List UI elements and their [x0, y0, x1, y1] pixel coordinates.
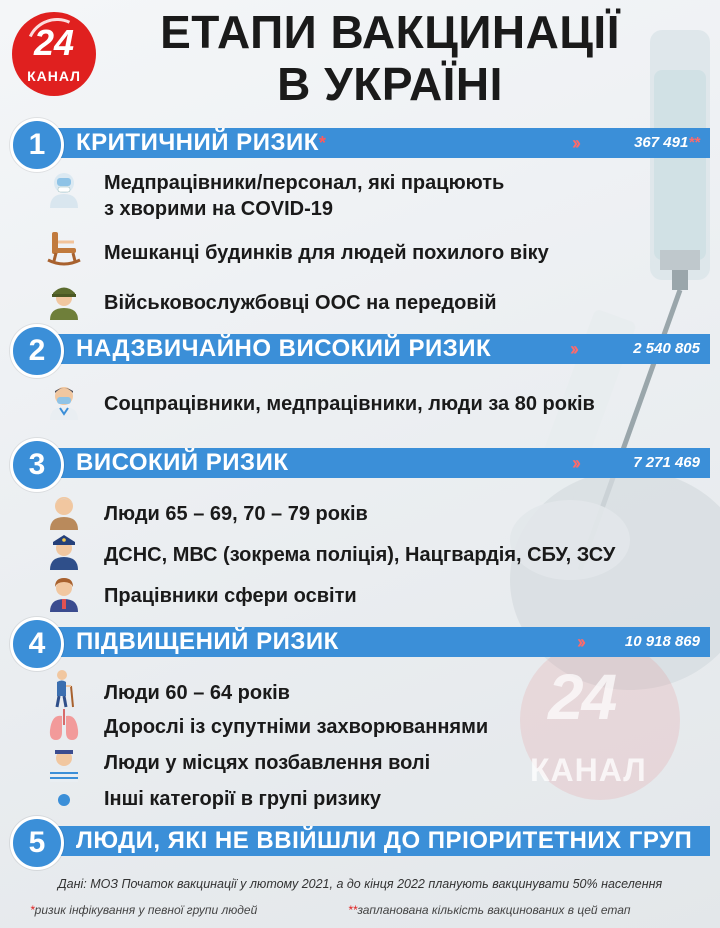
soldier-icon	[44, 280, 84, 320]
stage-5-title: ЛЮДИ, ЯКІ НЕ ВВІЙШЛИ ДО ПРІОРИТЕТНИХ ГРУП	[76, 827, 693, 854]
elderly-person-icon	[44, 490, 84, 530]
page-title	[110, 6, 670, 110]
stage-4-count: 10 918 869	[624, 633, 700, 650]
stage-2-header	[22, 334, 710, 364]
stage-2-number-badge: 2	[10, 324, 64, 378]
stage-1-title-mark: *	[318, 133, 327, 153]
stage-1-count-mark: **	[688, 134, 700, 151]
logo-brand: КАНАЛ	[27, 68, 81, 84]
title-line-1: ЕТАПИ ВАКЦИНАЦІЇ	[160, 6, 620, 58]
stage-4-number-badge: 4	[10, 617, 64, 671]
stage-1-item-1-line-1: Медпрацівники/персонал, які працюють	[104, 172, 505, 194]
teacher-icon	[44, 572, 84, 612]
stage-3-item-3: Працівники сфери освіти	[104, 585, 357, 607]
stage-4-header	[22, 627, 710, 657]
stage-3-count: 7 271 469	[633, 454, 700, 471]
stage-3-number-badge: 3	[10, 438, 64, 492]
police-officer-icon	[44, 530, 84, 570]
stage-3-title: ВИСОКИЙ РИЗИК	[76, 449, 289, 476]
prisoner-icon	[44, 742, 84, 782]
watermark-number: 24	[548, 661, 616, 733]
stage-1-header	[22, 128, 710, 158]
chevron-icon: ››	[572, 453, 578, 473]
footer-source: Дані: МОЗ Початок вакцинації у лютому 2021, а до кінця 2022 планують вакцинувати 50% населення	[57, 877, 663, 891]
footer-note-2: **запланована кількість вакцинованих в цей етап	[348, 903, 631, 917]
stage-3-header	[22, 448, 710, 478]
stage-5-header	[22, 826, 710, 856]
stage-2-item-1: Соцпрацівники, медпрацівники, люди за 80 років	[104, 393, 595, 415]
stage-3-item-2: ДСНС, МВС (зокрема поліція), Нацгвардія, СБУ, ЗСУ	[104, 544, 616, 566]
stage-1-item-3: Військовослужбовці ООС на передовій	[104, 292, 497, 314]
stage-1-item-2: Мешканці будинків для людей похилого віку	[104, 242, 549, 264]
watermark-brand: КАНАЛ	[530, 752, 647, 788]
rocking-chair-icon	[44, 226, 84, 266]
chevron-icon: ››	[570, 339, 576, 359]
stage-4-item-4: Інші категорії в групі ризику	[104, 788, 382, 810]
stage-4-item-3: Люди у місцях позбавлення волі	[104, 752, 431, 774]
stage-1-number-badge: 1	[10, 118, 64, 172]
stage-2-count: 2 540 805	[633, 340, 700, 357]
chevron-icon: ››	[577, 632, 583, 652]
title-line-2: В УКРАЇНІ	[277, 58, 503, 110]
stage-1-title: КРИТИЧНИЙ РИЗИК*	[76, 129, 327, 156]
logo-number: 24	[33, 22, 75, 63]
stage-4-item-2: Дорослі із супутніми захворюваннями	[104, 716, 489, 738]
doctor-mask-icon	[44, 380, 84, 420]
stage-1-item-1-line-2: з хворими на COVID-19	[104, 198, 334, 220]
chevron-icon: ››	[572, 133, 578, 153]
stage-2-title: НАДЗВИЧАЙНО ВИСОКИЙ РИЗИК	[76, 335, 492, 362]
lungs-icon	[44, 706, 84, 746]
brand-logo[interactable]	[12, 12, 96, 96]
stage-5-number-badge: 5	[10, 816, 64, 870]
stage-3-item-1: Люди 65 – 69, 70 – 79 років	[104, 503, 368, 525]
elderly-with-cane-icon	[44, 668, 84, 708]
footer-note-1: *ризик інфікування у певної групи людей	[30, 903, 258, 917]
stage-4-title: ПІДВИЩЕНИЙ РИЗИК	[76, 628, 339, 655]
stage-1-count: 367 491**	[634, 134, 700, 151]
medic-protective-suit-icon	[44, 168, 84, 208]
stage-4-item-1: Люди 60 – 64 років	[104, 682, 290, 704]
